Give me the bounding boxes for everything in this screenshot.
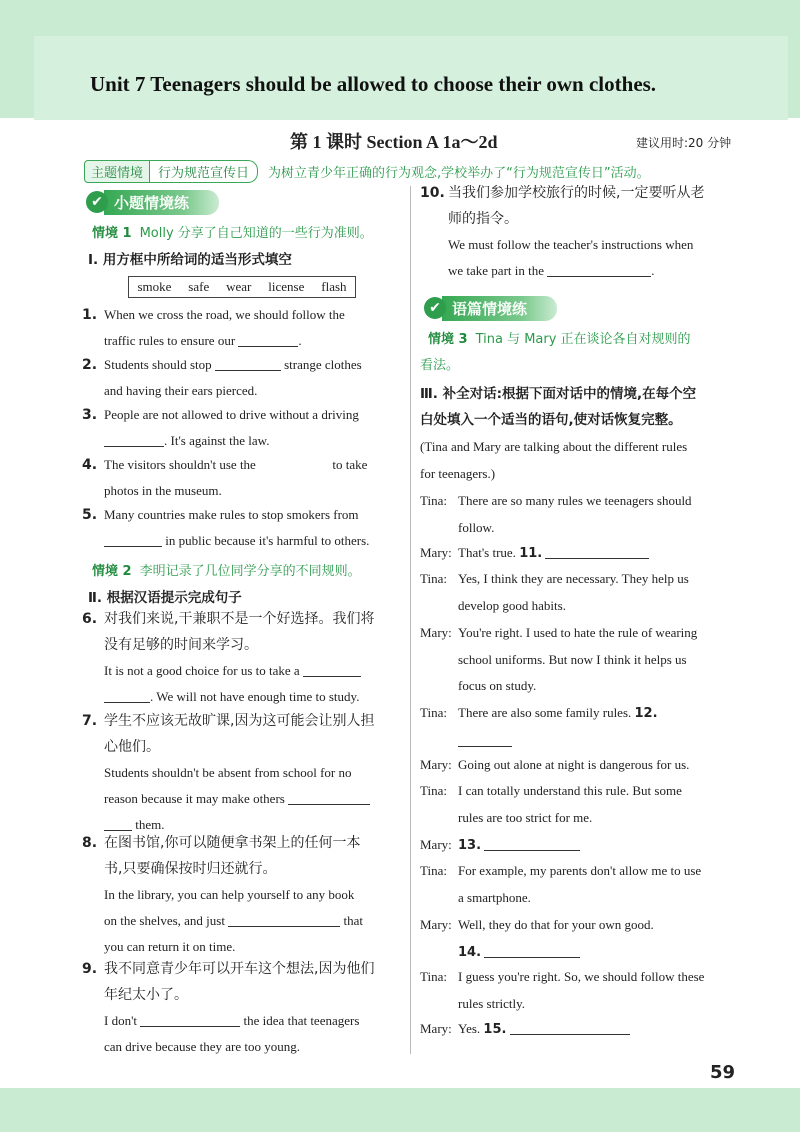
answer-blank[interactable]: [238, 333, 298, 347]
scene-3-cont: 看法。: [420, 358, 460, 373]
scene-2: 情境 2 李明记录了几位同学分享的不同规则。: [92, 564, 361, 579]
dialogue-line: Tina: I can totally understand this rule. But some rules are too strict for me.: [420, 783, 682, 825]
answer-blank[interactable]: [484, 944, 580, 958]
part-3-heading: Ⅲ. 补全对话:根据下面对话中的情境,在每个空: [420, 386, 697, 402]
footer-band: [0, 1088, 800, 1132]
word-box: [128, 276, 356, 298]
answer-blank[interactable]: [104, 689, 150, 703]
question-7: 7. 学生不应该无故旷课,因为这可能会让别人担 心他们。 Students shouldn't be absent from school for no reason because it may make others them.: [82, 713, 375, 832]
section-heading-small: ✔ 小题情境练: [86, 190, 219, 214]
theme-banner: [84, 160, 650, 182]
answer-blank[interactable]: [104, 433, 164, 447]
answer-blank[interactable]: [228, 913, 340, 927]
question-10: 10. 当我们参加学校旅行的时候,一定要听从老 师的指令。 We must follow the teacher's instructions when we take part in the .: [420, 185, 705, 278]
theme-name: 行为规范宣传日: [150, 160, 258, 183]
dialogue-line: Tina: Yes, I think they are necessary. They help us develop good habits.: [420, 571, 689, 613]
word-item: flash: [321, 279, 347, 294]
answer-blank[interactable]: [545, 545, 649, 559]
section-heading-passage: ✔ 语篇情境练: [424, 296, 557, 320]
column-divider: [410, 186, 411, 1054]
question-9: 9. 我不同意青少年可以开车这个想法,因为他们 年纪太小了。 I don't the idea that teenagers can drive because they are too young.: [82, 961, 375, 1054]
question-2: 2. Students should stop strange clothes and having their ears pierced.: [82, 357, 362, 398]
check-icon: ✔: [424, 297, 446, 319]
answer-blank[interactable]: [510, 1021, 630, 1035]
scene-3: 情境 3 Tina 与 Mary 正在谈论各自对规则的: [428, 332, 691, 347]
dialogue-line: Mary: 13.: [420, 832, 580, 860]
theme-description: 为树立青少年正确的行为观念,学校举办了“行为规范宣传日”活动。: [268, 165, 650, 181]
answer-blank[interactable]: [259, 458, 329, 471]
dialogue-line: Mary: Well, they do that for your own good. 14.: [420, 917, 654, 960]
time-note: 建议用时:20 分钟: [636, 136, 732, 150]
word-item: safe: [188, 279, 210, 294]
answer-blank[interactable]: [288, 791, 370, 805]
page-number: 59: [710, 1062, 736, 1083]
word-item: smoke: [137, 279, 172, 294]
dialogue-line: Tina: There are so many rules we teenagers should follow.: [420, 493, 692, 535]
unit-title: Unit 7 Teenagers should be allowed to choose their own clothes.: [90, 72, 657, 96]
question-1: 1. When we cross the road, we should follow the traffic rules to ensure our .: [82, 307, 345, 348]
dialogue-line: Tina: For example, my parents don't allow me to use a smartphone.: [420, 863, 702, 905]
answer-blank[interactable]: [458, 733, 512, 747]
dialogue-line: Mary: You're right. I used to hate the rule of wearing school uniforms. But now I think it helps us focus on study.: [420, 625, 698, 693]
question-6: 6. 对我们来说,干兼职不是一个好选择。我们将 没有足够的时间来学习。 It is not a good choice for us to take a . We will not have enough time to study.: [82, 611, 375, 704]
question-3: 3. People are not allowed to drive without a driving . It's against the law.: [82, 407, 359, 448]
part-1-heading: Ⅰ. 用方框中所给词的适当形式填空: [88, 252, 292, 268]
lesson-title: 第 1 课时 Section A 1a～2d: [290, 132, 498, 152]
answer-blank[interactable]: [547, 263, 651, 277]
dialogue-line: Tina: I guess you're right. So, we should follow these rules strictly.: [420, 969, 705, 1011]
word-item: license: [268, 279, 305, 294]
answer-blank[interactable]: [215, 357, 281, 371]
question-5: 5. Many countries make rules to stop smokers from in public because it's harmful to others.: [82, 507, 370, 548]
question-4: 4. The visitors shouldn't use the to take photos in the museum.: [82, 457, 368, 498]
answer-blank[interactable]: [140, 1013, 240, 1027]
dialogue-line: Mary: That's true. 11.: [420, 540, 649, 568]
question-8: 8. 在图书馆,你可以随便拿书架上的任何一本 书,只要确保按时归还就行。 In the library, you can help yourself to any book on the shelves, and just that you can return it on time.: [82, 835, 363, 954]
word-item: wear: [226, 279, 252, 294]
dialogue-intro: (Tina and Mary are talking about the different rules for teenagers.): [420, 439, 688, 481]
theme-tag: 主题情境: [84, 160, 150, 183]
scene-1: 情境 1 Molly 分享了自己知道的一些行为准则。: [92, 226, 373, 241]
part-3-heading-cont: 白处填入一个适当的语句,使对话恢复完整。: [420, 412, 682, 428]
answer-blank[interactable]: [303, 663, 361, 677]
check-icon: ✔: [86, 191, 108, 213]
answer-blank[interactable]: [104, 817, 132, 831]
dialogue-line: Mary: Yes. 15.: [420, 1016, 630, 1044]
dialogue-line: Tina: There are also some family rules. 12.: [420, 700, 658, 754]
answer-blank[interactable]: [484, 837, 580, 851]
part-2-heading: Ⅱ. 根据汉语提示完成句子: [88, 590, 242, 606]
dialogue-line: Mary: Going out alone at night is dangerous for us.: [420, 757, 690, 772]
answer-blank[interactable]: [104, 533, 162, 547]
